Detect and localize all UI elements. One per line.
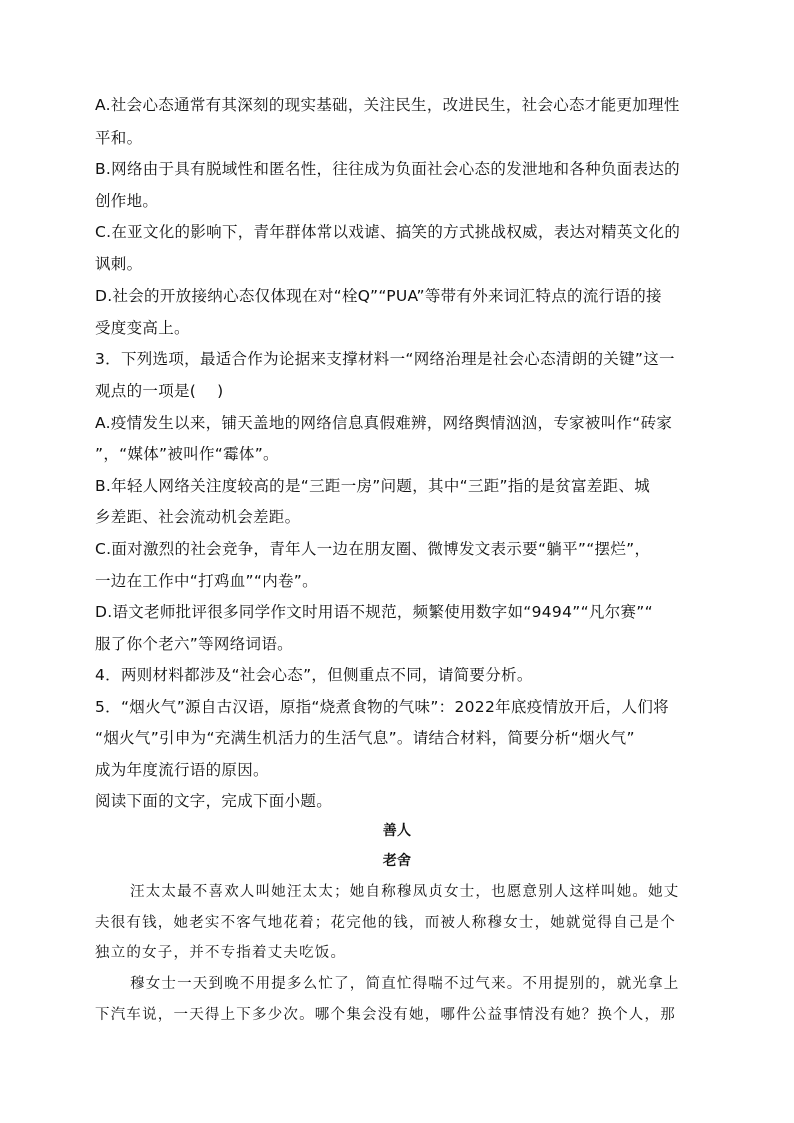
q2-option-d-line2: 受度变高上。 — [95, 319, 190, 337]
q2-option-d-line1: D.社会的开放接纳心态仅体现在对“栓Q”“PUA”等带有外来词汇特点的流行语的接 — [95, 287, 662, 305]
q3-option-c-line1: C.面对激烈的社会竞争，青年人一边在朋友圈、微博发文表示要“躺平”“摆烂”， — [95, 540, 651, 558]
q3-stem-line2: 观点的一项是( ) — [95, 382, 224, 400]
story-author: 老舍 — [382, 853, 412, 869]
story-title: 善人 — [382, 823, 412, 839]
q2-option-b-line1: B.网络由于具有脱域性和匿名性，往往成为负面社会心态的发泄地和各种负面表达的 — [95, 160, 680, 178]
q4-stem: 4．两则材料都涉及“社会心态”，但侧重点不同，请简要分析。 — [95, 666, 533, 684]
q2-option-b-line2: 创作地。 — [95, 192, 159, 210]
q5-stem-line2: “烟火气”引申为“充满生机活力的生活气息”。请结合材料，简要分析“烟火气” — [95, 729, 635, 747]
story-p2-line1: 穆女士一天到晚不用提多么忙了，简直忙得喘不过气来。不用提别的，就光拿上 — [130, 976, 680, 992]
q3-option-c-line2: 一边在工作中“打鸡血”“内卷”。 — [95, 572, 318, 590]
q2-option-a-line1: A.社会心态通常有其深刻的现实基础，关注民生，改进民生，社会心态才能更加理性 — [95, 96, 680, 114]
q2-option-c-line1: C.在亚文化的影响下，青年群体常以戏谑、搞笑的方式挑战权威，表达对精英文化的 — [95, 223, 681, 241]
q3-stem-line1: 3．下列选项，最适合作为论据来支撑材料一“网络治理是社会心态清朗的关键”这一 — [95, 350, 675, 368]
story-p2-line2: 下汽车说，一天得上下多少次。哪个集会没有她，哪件公益事情没有她？换个人，那 — [95, 1007, 676, 1023]
q2-option-c-line2: 讽刺。 — [95, 255, 143, 273]
story-p1-line1: 汪太太最不喜欢人叫她汪太太；她自称穆凤贞女士，也愿意别人这样叫她。她丈 — [130, 884, 680, 900]
q3-option-d-line2: 服了你个老六”等网络词语。 — [95, 635, 293, 653]
story-p1-line2: 夫很有钱，她老实不客气地花着；花完他的钱，而被人称穆女士，她就觉得自己是个 — [95, 915, 676, 931]
q3-option-a-line1: A.疫情发生以来，铺天盖地的网络信息真假难辨，网络舆情汹汹，专家被叫作“砖家 — [95, 414, 673, 432]
q3-option-a-line2: ”，“媒体”被叫作“霉体”。 — [95, 445, 279, 463]
reading-instruction: 阅读下面的文字，完成下面小题。 — [95, 792, 333, 810]
q5-stem-line3: 成为年度流行语的原因。 — [95, 761, 269, 779]
q3-option-b-line1: B.年轻人网络关注度较高的是“三距一房”问题，其中“三距”指的是贫富差距、城 — [95, 477, 651, 495]
q5-stem-line1: 5．“烟火气”源自古汉语，原指“烧煮食物的气味”：2022年底疫情放开后，人们将 — [95, 698, 669, 716]
q3-option-d-line1: D.语文老师批评很多同学作文时用语不规范，频繁使用数字如“9494”“凡尔赛”“ — [95, 603, 653, 621]
q2-option-a-line2: 平和。 — [95, 129, 143, 147]
q3-option-b-line2: 乡差距、社会流动机会差距。 — [95, 508, 301, 526]
story-p1-line3: 独立的女子，并不专指着丈夫吃饭。 — [95, 945, 347, 961]
